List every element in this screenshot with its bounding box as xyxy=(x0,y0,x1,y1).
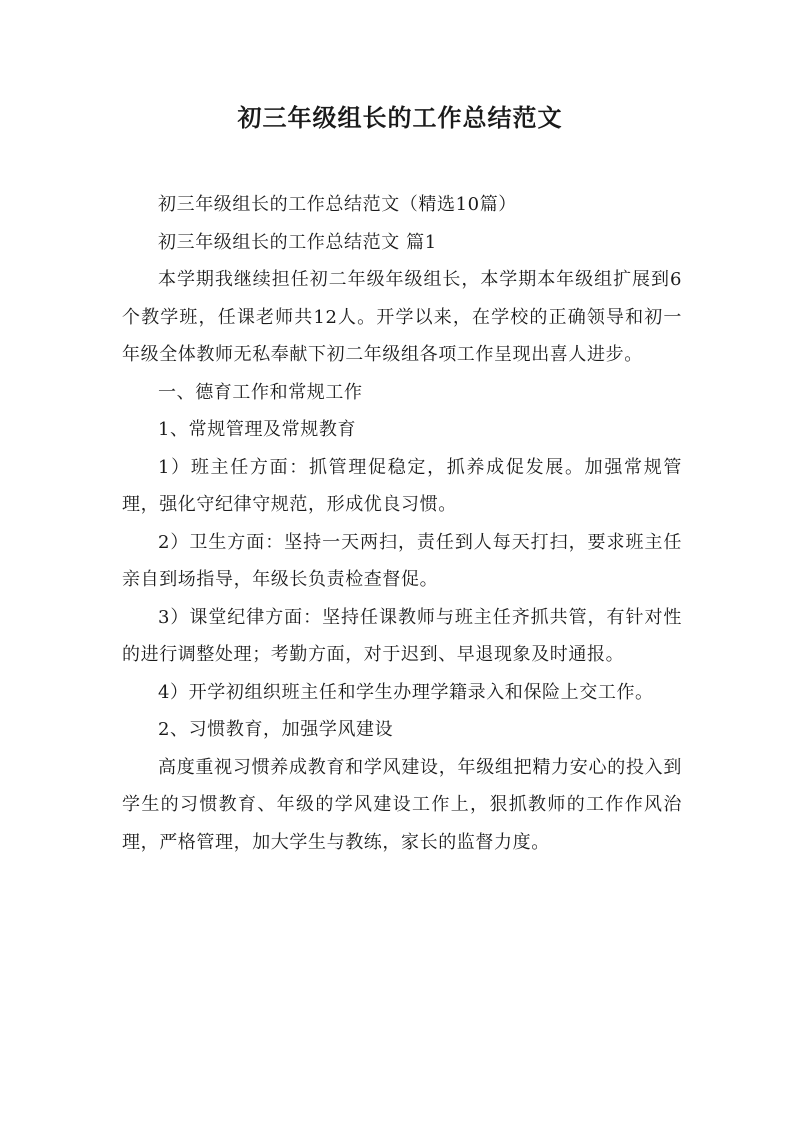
document-title: 初三年级组长的工作总结范文 xyxy=(237,103,563,132)
paragraph-item-2: 2）卫生方面：坚持一天两扫，责任到人每天打扫，要求班主任亲自到场指导，年级长负责检查督促。 xyxy=(122,531,682,590)
paragraph-subheading-2: 2、习惯教育，加强学风建设 xyxy=(158,719,394,740)
paragraph-intro: 本学期我继续担任初二年级年级组长，本学期本年级组扩展到6个教学班，任课老师共12人。开学以来，在学校的正确领导和初一年级全体教师无私奉献下初二年级组各项工作呈现出喜人进步。 xyxy=(122,269,682,365)
paragraph-habit-education: 高度重视习惯养成教育和学风建设，年级组把精力安心的投入到学生的习惯教育、年级的学风建设工作上，狠抓教师的工作作风治理，严格管理，加大学生与教练，家长的监督力度。 xyxy=(122,756,682,853)
paragraph-heading-1: 一、德育工作和常规工作 xyxy=(158,381,363,403)
paragraph-subtitle: 初三年级组长的工作总结范文（精选10篇） xyxy=(158,194,517,215)
document-body xyxy=(122,186,682,861)
paragraph-subheading-1: 1、常规管理及常规教育 xyxy=(158,419,357,440)
paragraph-item-1: 1）班主任方面：抓管理促稳定，抓养成促发展。加强常规管理，强化守纪律守规范，形成优良习惯。 xyxy=(122,456,682,515)
paragraph-section-heading: 初三年级组长的工作总结范文 篇1 xyxy=(158,231,437,253)
paragraph-item-3: 3）课堂纪律方面：坚持任课教师与班主任齐抓共管，有针对性的进行调整处理；考勤方面，对于迟到、早退现象及时通报。 xyxy=(122,606,682,665)
paragraph-item-4: 4）开学初组织班主任和学生办理学籍录入和保险上交工作。 xyxy=(158,681,654,703)
